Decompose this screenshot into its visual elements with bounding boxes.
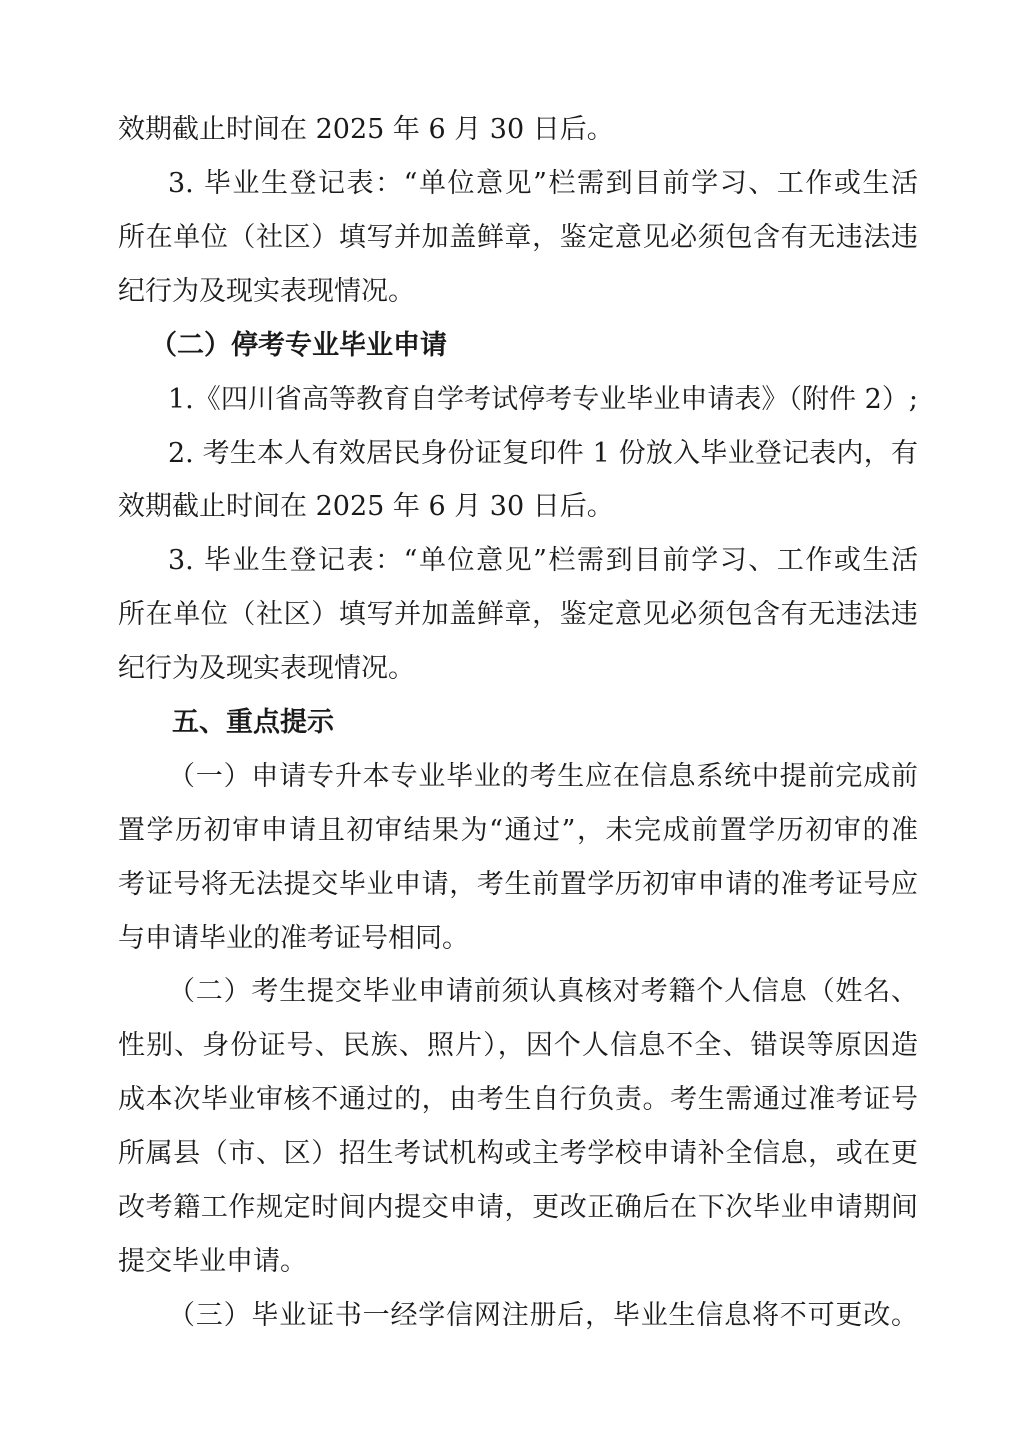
text-line: （一）申请专升本专业毕业的考生应在信息系统中提前完成前: [168, 761, 918, 792]
text-line: 成本次毕业审核不通过的，由考生自行负责。考生需通过准考证号: [118, 1084, 918, 1115]
text-line: 3. 毕业生登记表：“单位意见”栏需到目前学习、工作或生活: [168, 545, 918, 576]
text-line: 考证号将无法提交毕业申请，考生前置学历初审申请的准考证号应: [118, 869, 918, 900]
text-line: 3. 毕业生登记表：“单位意见”栏需到目前学习、工作或生活: [168, 168, 918, 199]
text-line: 纪行为及现实表现情况。: [118, 276, 415, 307]
text-line: 2. 考生本人有效居民身份证复印件 1 份放入毕业登记表内，有: [168, 438, 918, 469]
text-line: 1.《四川省高等教育自学考试停考专业毕业申请表》（附件 2）;: [168, 384, 918, 415]
text-line: 置学历初审申请且初审结果为“通过”，未完成前置学历初审的准: [118, 815, 918, 846]
text-line: （二）考生提交毕业申请前须认真核对考籍个人信息（姓名、: [168, 976, 918, 1007]
text-line: 效期截止时间在 2025 年 6 月 30 日后。: [118, 114, 614, 145]
text-line: 效期截止时间在 2025 年 6 月 30 日后。: [118, 491, 614, 522]
text-line: 提交毕业申请。: [118, 1246, 307, 1277]
text-line: 所属县（市、区）招生考试机构或主考学校申请补全信息，或在更: [118, 1138, 918, 1169]
text-line: 改考籍工作规定时间内提交申请，更改正确后在下次毕业申请期间: [118, 1192, 918, 1223]
section-heading: 五、重点提示: [172, 707, 334, 738]
text-line: （三）毕业证书一经学信网注册后，毕业生信息将不可更改。: [168, 1300, 918, 1331]
text-line: 纪行为及现实表现情况。: [118, 653, 415, 684]
text-line: 与申请毕业的准考证号相同。: [118, 923, 469, 954]
text-line: 所在单位（社区）填写并加盖鲜章，鉴定意见必须包含有无违法违: [118, 599, 918, 630]
text-line: 性别、身份证号、民族、照片），因个人信息不全、错误等原因造: [118, 1030, 918, 1061]
text-line: 所在单位（社区）填写并加盖鲜章，鉴定意见必须包含有无违法违: [118, 222, 918, 253]
section-subheading: （二）停考专业毕业申请: [150, 330, 447, 361]
